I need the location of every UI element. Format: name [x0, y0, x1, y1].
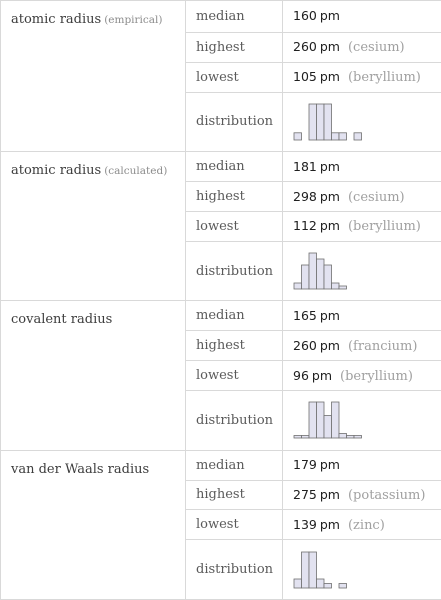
median-value: 160 — [293, 8, 317, 24]
histogram-bar — [347, 436, 355, 439]
value-cell-median — [283, 301, 441, 331]
histogram-bar — [324, 104, 332, 140]
row-label-lowest: lowest — [186, 62, 283, 92]
row-label-distribution: distribution — [186, 241, 283, 301]
histogram-bar — [339, 434, 347, 439]
histogram-bar — [302, 552, 310, 588]
histogram-bar — [317, 579, 325, 588]
distribution-cell — [283, 92, 441, 152]
histogram-bar — [339, 286, 347, 289]
value-cell-highest — [283, 480, 441, 510]
row-label-lowest: lowest — [186, 361, 283, 391]
row-label-distribution: distribution — [186, 391, 283, 451]
lowest-unit: pm — [311, 367, 333, 383]
lowest-value: 139 — [293, 516, 317, 532]
histogram-bar — [294, 436, 302, 439]
histogram-bar — [294, 133, 302, 140]
distribution-histogram — [293, 102, 363, 142]
histogram-bar — [354, 436, 362, 439]
value-cell-highest — [283, 32, 441, 62]
property-qualifier: (empirical) — [104, 14, 163, 26]
distribution-histogram — [293, 400, 363, 440]
highest-element: (francium) — [347, 338, 418, 354]
property-name-cell — [1, 301, 186, 450]
row-label-median: median — [186, 450, 283, 480]
distribution-cell — [283, 241, 441, 301]
highest-unit: pm — [319, 188, 340, 204]
histogram-bar — [317, 259, 325, 289]
property-name-cell — [1, 152, 186, 301]
histogram-bar — [309, 253, 317, 289]
row-label-highest: highest — [186, 182, 283, 212]
value-cell-highest — [283, 182, 441, 212]
value-cell-median — [283, 152, 441, 182]
lowest-element: (beryllium) — [340, 368, 413, 384]
histogram-bar — [294, 579, 302, 588]
histogram-bar — [317, 104, 325, 140]
row-label-highest: highest — [186, 331, 283, 361]
median-unit: pm — [319, 158, 340, 174]
highest-unit: pm — [319, 337, 340, 353]
value-cell-highest — [283, 331, 441, 361]
highest-element: (cesium) — [347, 40, 405, 56]
median-unit: pm — [319, 8, 340, 24]
distribution-histogram — [293, 251, 363, 291]
lowest-element: (zinc) — [347, 517, 385, 533]
histogram-bar — [324, 583, 332, 588]
histogram-bar — [339, 133, 347, 140]
property-name: atomic radius — [11, 163, 102, 179]
highest-value: 298 — [293, 188, 317, 204]
lowest-value: 96 — [293, 367, 309, 383]
median-value: 181 — [293, 158, 317, 174]
histogram-bar — [339, 583, 347, 588]
row-label-highest: highest — [186, 32, 283, 62]
histogram-bar — [309, 104, 317, 140]
histogram-bar — [332, 133, 340, 140]
value-cell-median — [283, 1, 441, 33]
value-cell-lowest — [283, 510, 441, 540]
value-cell-median — [283, 450, 441, 480]
property-name: van der Waals radius — [11, 461, 150, 477]
lowest-value: 105 — [293, 69, 317, 85]
distribution-cell — [283, 540, 441, 600]
histogram-bar — [309, 402, 317, 438]
histogram-bar — [294, 283, 302, 289]
value-cell-lowest — [283, 361, 441, 391]
property-name: covalent radius — [11, 312, 113, 328]
property-qualifier: (calculated) — [104, 165, 168, 178]
median-unit: pm — [319, 457, 340, 473]
highest-element: (potassium) — [347, 487, 426, 503]
histogram-bar — [302, 265, 310, 289]
table-row — [1, 450, 441, 480]
lowest-element: (beryllium) — [347, 219, 421, 235]
histogram-bar — [309, 552, 317, 588]
histogram-bar — [324, 265, 332, 289]
table-row — [1, 152, 441, 182]
median-value: 165 — [293, 307, 317, 323]
histogram-bar — [324, 416, 332, 439]
median-value: 179 — [293, 457, 317, 473]
value-cell-lowest — [283, 62, 441, 92]
distribution-cell — [283, 391, 441, 451]
highest-unit: pm — [319, 39, 340, 55]
row-label-highest: highest — [186, 480, 283, 510]
highest-unit: pm — [319, 486, 340, 502]
histogram-bar — [332, 283, 340, 289]
table-row — [1, 301, 441, 331]
row-label-distribution: distribution — [186, 540, 283, 600]
property-name: atomic radius — [11, 12, 102, 27]
lowest-value: 112 — [293, 218, 317, 234]
histogram-bar — [317, 402, 325, 438]
table-row — [1, 1, 441, 33]
row-label-distribution: distribution — [186, 92, 283, 152]
highest-value: 260 — [293, 337, 317, 353]
histogram-bar — [302, 436, 310, 439]
row-label-median: median — [186, 301, 283, 331]
row-label-lowest: lowest — [186, 510, 283, 540]
value-cell-lowest — [283, 211, 441, 241]
lowest-unit: pm — [319, 218, 340, 234]
lowest-unit: pm — [319, 69, 340, 85]
histogram-bar — [332, 402, 340, 438]
highest-value: 275 — [293, 486, 317, 502]
highest-value: 260 — [293, 39, 317, 55]
row-label-median: median — [186, 1, 283, 33]
highest-element: (cesium) — [347, 189, 405, 205]
row-label-lowest: lowest — [186, 211, 283, 241]
row-label-median: median — [186, 152, 283, 182]
property-name-cell — [1, 450, 186, 599]
property-name-cell — [1, 1, 186, 152]
lowest-unit: pm — [319, 516, 340, 532]
histogram-bar — [354, 133, 362, 140]
lowest-element: (beryllium) — [347, 70, 421, 86]
median-unit: pm — [319, 307, 340, 323]
distribution-histogram — [293, 550, 363, 590]
